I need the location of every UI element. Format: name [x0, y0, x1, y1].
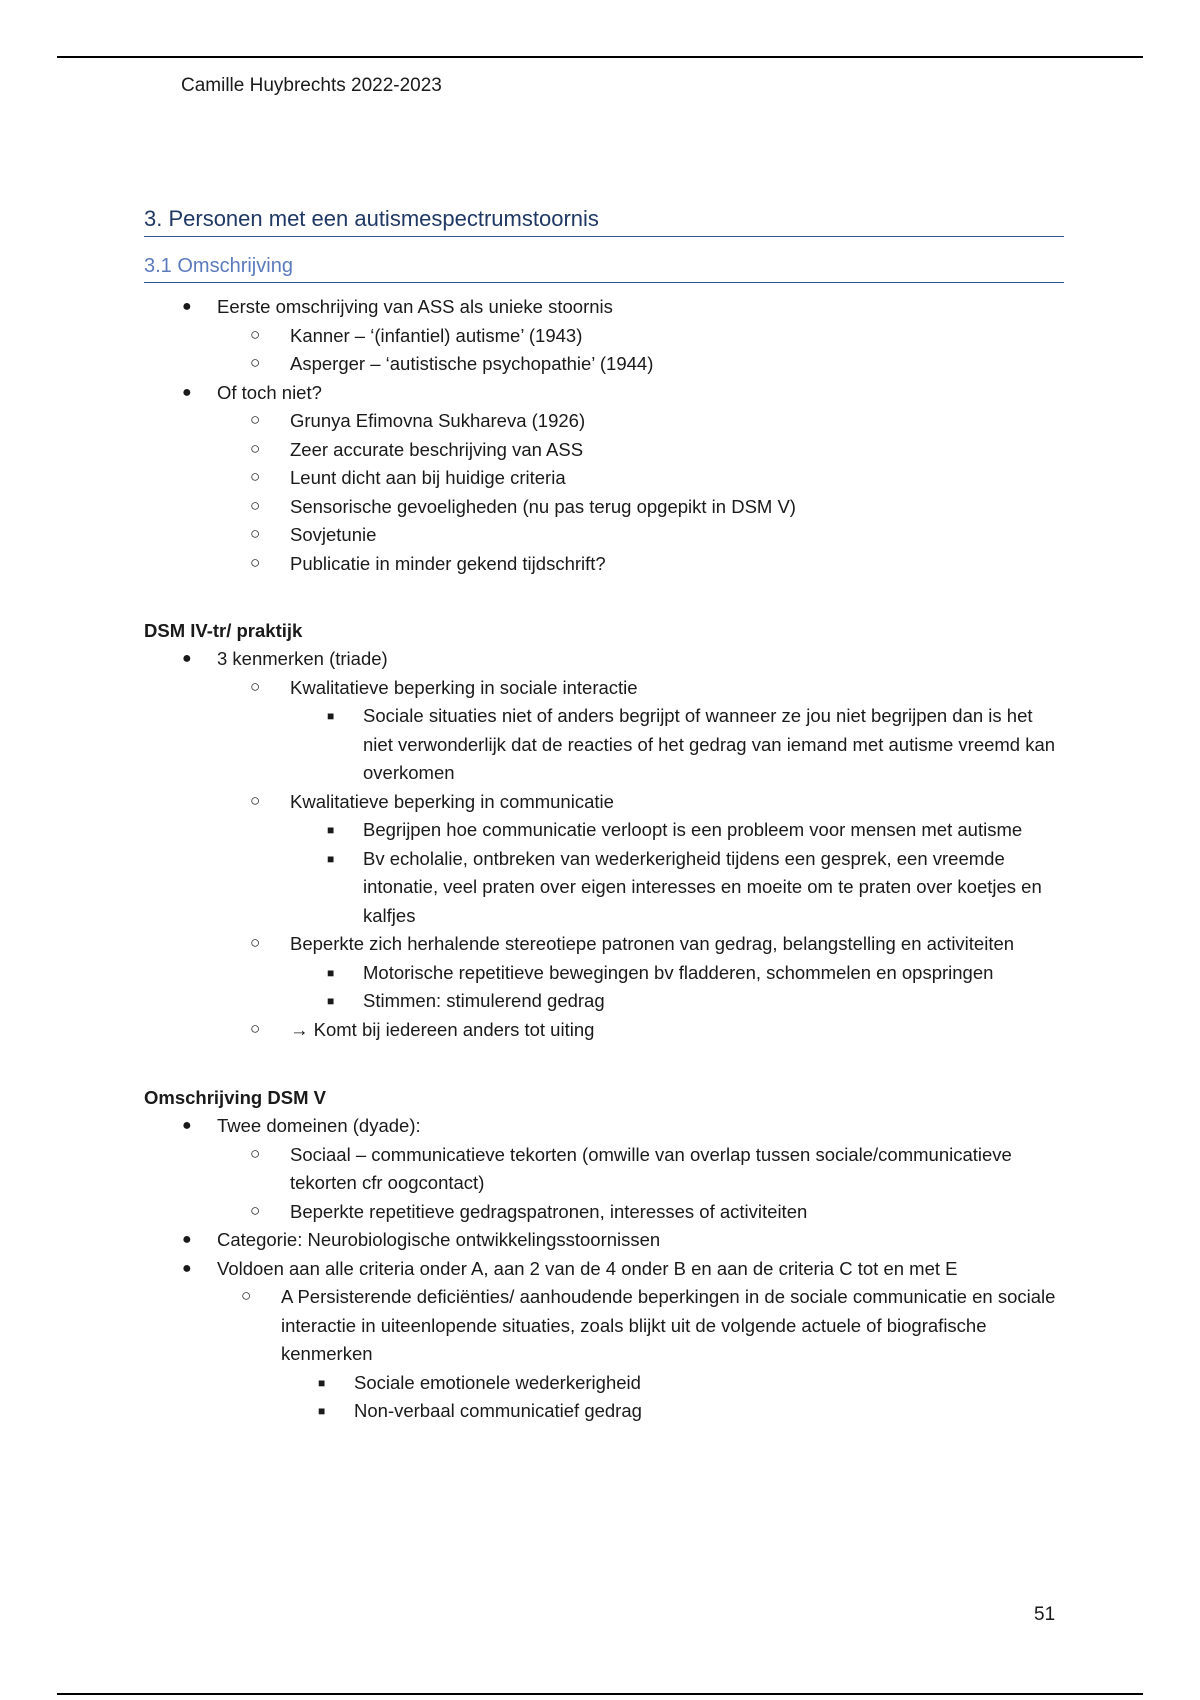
circle-bullet-icon: ○: [250, 676, 261, 696]
list-item: ■ Non-verbaal communicatief gedrag: [281, 1397, 1064, 1426]
circle-bullet-icon: ○: [250, 438, 261, 458]
footer-rule: [57, 1693, 1143, 1695]
list-item: ○ Leunt dicht aan bij huidige criteria: [217, 464, 1064, 493]
list-item: ○ → Komt bij iedereen anders tot uiting: [217, 1016, 1064, 1045]
intro-list: [144, 293, 1064, 578]
bullet-icon: ●: [182, 298, 192, 315]
circle-bullet-icon: ○: [250, 552, 261, 572]
circle-bullet-icon: ○: [250, 353, 261, 372]
circle-bullet-icon: ○: [250, 1018, 261, 1038]
square-bullet-icon: ■: [318, 1375, 326, 1390]
list-item: ■ Stimmen: stimulerend gedrag: [290, 987, 1064, 1016]
dsm4-title: DSM IV-tr/ praktijk: [144, 620, 303, 641]
circle-bullet-icon: ○: [250, 467, 261, 486]
circle-bullet-icon: ○: [250, 933, 261, 952]
circle-bullet-icon: ○: [250, 410, 261, 429]
dsm4-list: [144, 645, 1064, 1044]
list-item: ■ Bv echolalie, ontbreken van wederkerigheid tijdens een gesprek, een vreemde intonatie, veel praten over eigen interesses en moeite om te praten over koetjes en kalfjes: [290, 845, 1064, 931]
square-bullet-icon: ■: [327, 709, 335, 723]
square-bullet-icon: ■: [327, 823, 335, 837]
list-item: ○ Zeer accurate beschrijving van ASS: [217, 436, 1064, 465]
circle-bullet-icon: ○: [250, 1200, 261, 1220]
list-item: ○ Grunya Efimovna Sukhareva (1926): [217, 407, 1064, 436]
list-item: ○ Sensorische gevoeligheden (nu pas terug opgepikt in DSM V): [217, 493, 1064, 522]
circle-bullet-icon: ○: [250, 524, 261, 543]
list-item: ■ Motorische repetitieve bewegingen bv fladderen, schommelen en opspringen: [290, 959, 1064, 988]
list-item: ● Twee domeinen (dyade): ○ Sociaal – communicatieve tekorten (omwille van overlap tussen sociale/communicatieve tekorten cfr oogcontact) ○ Beperkte repetitieve gedragspatronen, interesses of activiteiten: [144, 1112, 1064, 1226]
square-bullet-icon: ■: [327, 965, 335, 980]
bullet-icon: ●: [182, 1117, 192, 1134]
bullet-icon: ●: [182, 383, 192, 401]
list-item: ○ Sociaal – communicatieve tekorten (omwille van overlap tussen sociale/communicatieve tekorten cfr oogcontact): [217, 1141, 1064, 1198]
subsection-title: 3.1 Omschrijving: [144, 255, 1064, 283]
list-item: ■ Sociale situaties niet of anders begrijpt of wanneer ze jou niet begrijpen dan is het niet verwonderlijk dat de reacties of het gedrag van iemand met autisme vreemd kan overkomen: [290, 702, 1064, 788]
list-item: ● Of toch niet? ○ Grunya Efimovna Sukhareva (1926) ○ Zeer accurate beschrijving van ASS ○ Leunt dicht aan bij huidige criteria ○ Sensorische gevoeligheden (nu pas terug opgepikt in DSM V) ○ Sovjetunie ○ Publicatie in minder gekend tijdschrift?: [144, 379, 1064, 579]
list-item: ○ Kwalitatieve beperking in communicatie ■ Begrijpen hoe communicatie verloopt is een probleem voor mensen met autisme ■ Bv echolalie, ontbreken van wederkerigheid tijdens een gesprek, een vreemde intonatie, veel praten over eigen interesses en moeite om te praten over koetjes en kalfjes: [217, 788, 1064, 931]
list-item: ○ Kwalitatieve beperking in sociale interactie ■ Sociale situaties niet of anders begrijpt of wanneer ze jou niet begrijpen dan is het niet verwonderlijk dat de reacties of het gedrag van iemand met autisme vreemd kan overkomen: [217, 674, 1064, 788]
square-bullet-icon: ■: [327, 994, 335, 1008]
dsm5-list: [144, 1112, 1064, 1426]
square-bullet-icon: ■: [327, 851, 335, 866]
list-item: ■ Begrijpen hoe communicatie verloopt is een probleem voor mensen met autisme: [290, 816, 1064, 845]
header-author-year: Camille Huybrechts 2022-2023: [181, 75, 442, 96]
circle-bullet-icon: ○: [241, 1286, 252, 1305]
circle-bullet-icon: ○: [250, 790, 261, 810]
circle-bullet-icon: ○: [250, 324, 261, 344]
list-item: ● Voldoen aan alle criteria onder A, aan 2 van de 4 onder B en aan de criteria C tot en met E ○ A Persisterende deficiënties/ aanhoudende beperkingen in de sociale communicatie en sociale interactie in uiteenlopende situaties, zoals blijkt uit de volgende actuele of biografische kenmerken ■ Sociale emotionele wederkerigheid ■ Non-verbaal communicatief gedrag: [144, 1255, 1064, 1426]
page-number: 51: [1034, 1604, 1056, 1625]
list-item: ○ Beperkte zich herhalende stereotiepe patronen van gedrag, belangstelling en activiteiten ■ Motorische repetitieve bewegingen bv fladderen, schommelen en opspringen ■ Stimmen: stimulerend gedrag: [217, 930, 1064, 1016]
page-content: [144, 206, 1064, 1426]
list-item: ■ Sociale emotionele wederkerigheid: [281, 1369, 1064, 1398]
list-item: ● Categorie: Neurobiologische ontwikkelingsstoornissen: [144, 1226, 1064, 1255]
header-rule: [57, 56, 1143, 58]
bullet-icon: ●: [182, 1231, 192, 1248]
circle-bullet-icon: ○: [250, 1143, 261, 1163]
list-item: ○ Kanner – ‘(infantiel) autisme’ (1943): [217, 322, 1064, 351]
list-item: ○ Asperger – ‘autistische psychopathie’ (1944): [217, 350, 1064, 379]
dsm5-title: Omschrijving DSM V: [144, 1087, 326, 1108]
bullet-icon: ●: [182, 1259, 192, 1277]
chapter-title: 3. Personen met een autismespectrumstoornis: [144, 206, 1064, 237]
list-item: ○ Beperkte repetitieve gedragspatronen, interesses of activiteiten: [217, 1198, 1064, 1227]
list-item: ○ A Persisterende deficiënties/ aanhoudende beperkingen in de sociale communicatie en sociale interactie in uiteenlopende situaties, zoals blijkt uit de volgende actuele of biografische kenmerken ■ Sociale emotionele wederkerigheid ■ Non-verbaal communicatief gedrag: [208, 1283, 1064, 1426]
bullet-icon: ●: [182, 650, 192, 667]
list-item: ● 3 kenmerken (triade) ○ Kwalitatieve beperking in sociale interactie ■ Sociale situaties niet of anders begrijpt of wanneer ze jou niet begrijpen dan is het niet verwonderlijk dat de reacties of het gedrag van iemand met autisme vreemd kan overkomen ○ Kwalitatieve beperking in communicatie ■ Begrijpen hoe communicatie verloopt is een probleem voor mensen met autisme ■ Bv echolalie, ontbreken van wederkerigheid tijdens een gesprek, een vreemde intonatie, veel praten over eigen interesses en moeite om te praten over koetjes en kalfjes ○ Beperkte zich herhalende stereotiepe patronen van gedrag, belangstelling en activiteiten ■ Motorische repetitieve bewegingen bv fladderen, schommelen en opspringen ■ Stimmen: stimulerend gedrag ○ → Komt bij iedereen anders tot uiting: [144, 645, 1064, 1044]
list-item: ○ Sovjetunie: [217, 521, 1064, 550]
square-bullet-icon: ■: [318, 1404, 326, 1418]
list-item: ○ Publicatie in minder gekend tijdschrift?: [217, 550, 1064, 579]
circle-bullet-icon: ○: [250, 495, 261, 515]
list-item: ● Eerste omschrijving van ASS als unieke stoornis ○ Kanner – ‘(infantiel) autisme’ (1943) ○ Asperger – ‘autistische psychopathie’ (1944): [144, 293, 1064, 379]
